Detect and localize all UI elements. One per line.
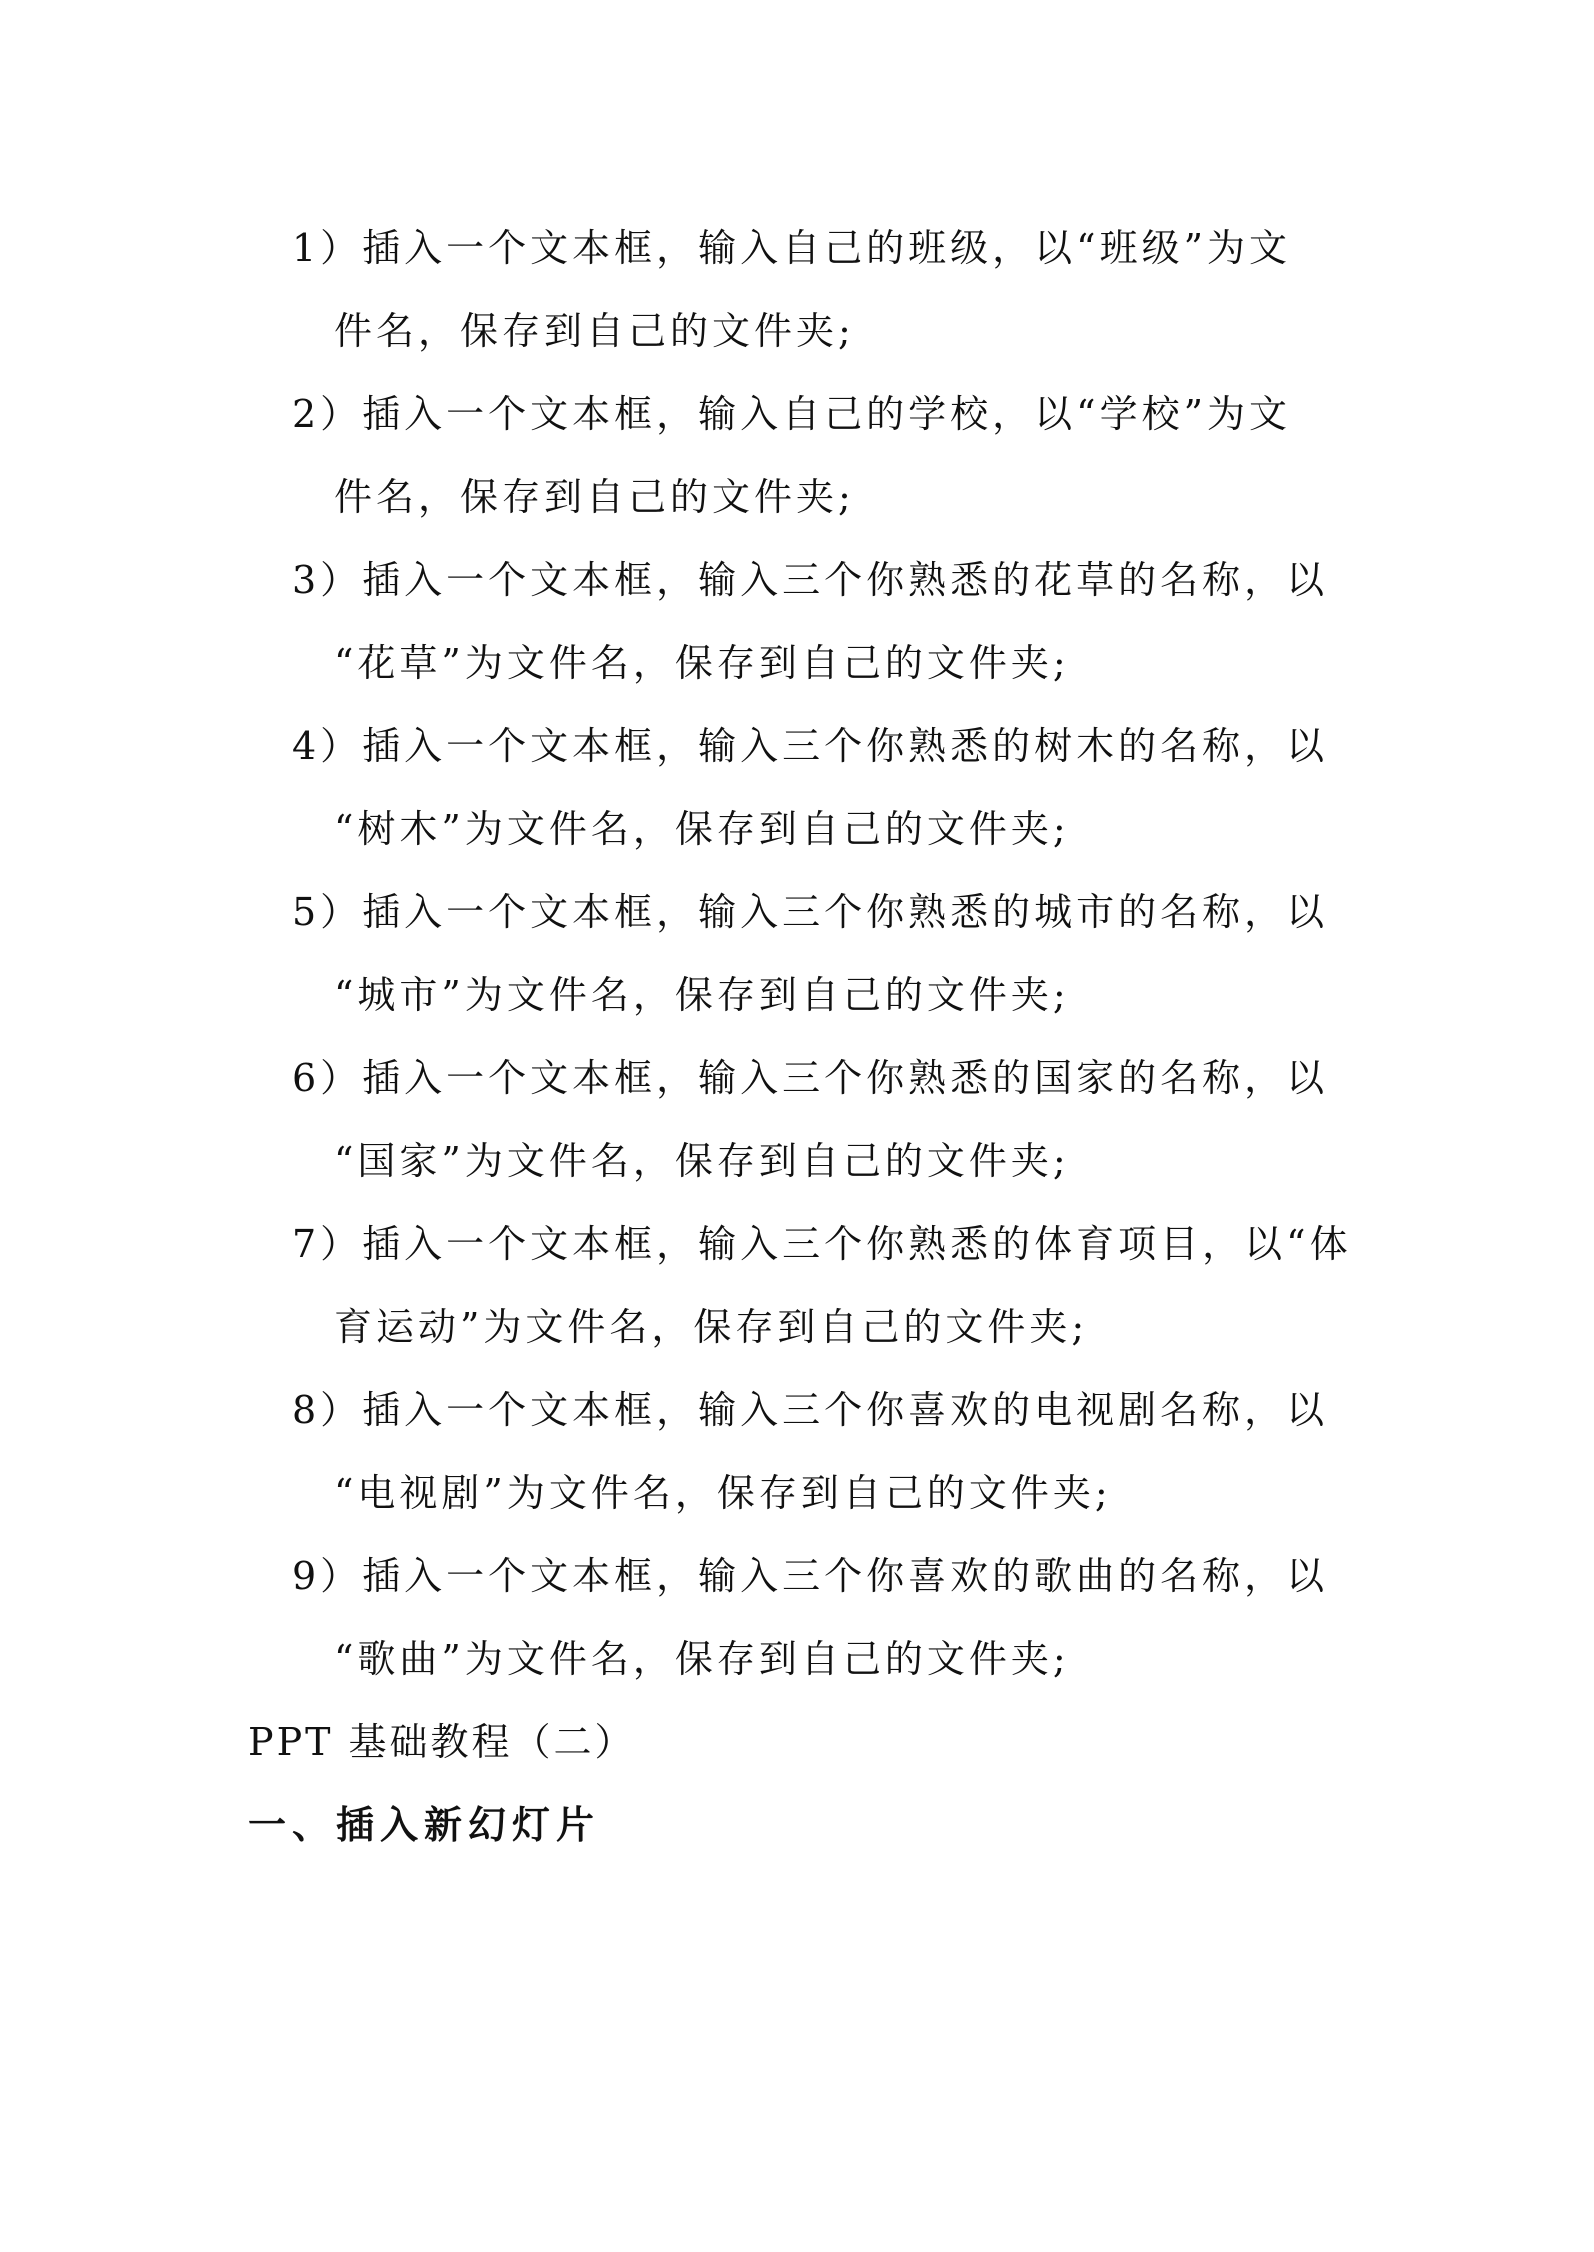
list-item-line: 2）插入一个文本框，输入自己的学校，以“学校”为文 [292, 392, 1292, 436]
subsection-title: 一、插入新幻灯片 [248, 1803, 601, 1847]
list-item [248, 373, 1378, 539]
list-item-line: “花草”为文件名，保存到自己的文件夹; [334, 641, 1070, 685]
list-item-line: 育运动”为文件名，保存到自己的文件夹; [334, 1305, 1089, 1349]
list-item-line: “歌曲”为文件名，保存到自己的文件夹; [334, 1637, 1070, 1681]
list-item-line: 件名，保存到自己的文件夹; [334, 475, 855, 519]
list-item-line: “城市”为文件名，保存到自己的文件夹; [334, 973, 1070, 1017]
document-body [248, 207, 1378, 1867]
list-item [248, 705, 1378, 871]
list-item-line: 7）插入一个文本框，输入三个你熟悉的体育项目，以“体 [292, 1222, 1352, 1266]
list-item [248, 1535, 1378, 1701]
list-item-line: “电视剧”为文件名，保存到自己的文件夹; [334, 1471, 1112, 1515]
list-item [248, 207, 1378, 373]
list-item-line: 件名，保存到自己的文件夹; [334, 309, 855, 353]
list-item-line: “国家”为文件名，保存到自己的文件夹; [334, 1139, 1070, 1183]
list-item [248, 871, 1378, 1037]
list-item [248, 1203, 1378, 1369]
list-item-line: “树木”为文件名，保存到自己的文件夹; [334, 807, 1070, 851]
list-item-line: 5）插入一个文本框，输入三个你熟悉的城市的名称，以 [292, 890, 1329, 934]
list-item-line: 4）插入一个文本框，输入三个你熟悉的树木的名称，以 [292, 724, 1329, 768]
list-item [248, 539, 1378, 705]
list-item [248, 1037, 1378, 1203]
list-item-line: 6）插入一个文本框，输入三个你熟悉的国家的名称，以 [292, 1056, 1329, 1100]
list-item [248, 1369, 1378, 1535]
list-item-line: 3）插入一个文本框，输入三个你熟悉的花草的名称，以 [292, 558, 1329, 602]
list-item-line: 1）插入一个文本框，输入自己的班级，以“班级”为文 [292, 226, 1292, 270]
list-item-line: 8）插入一个文本框，输入三个你喜欢的电视剧名称，以 [292, 1388, 1329, 1432]
section-title: PPT 基础教程（二） [248, 1720, 636, 1764]
list-item-line: 9）插入一个文本框，输入三个你喜欢的歌曲的名称，以 [292, 1554, 1329, 1598]
